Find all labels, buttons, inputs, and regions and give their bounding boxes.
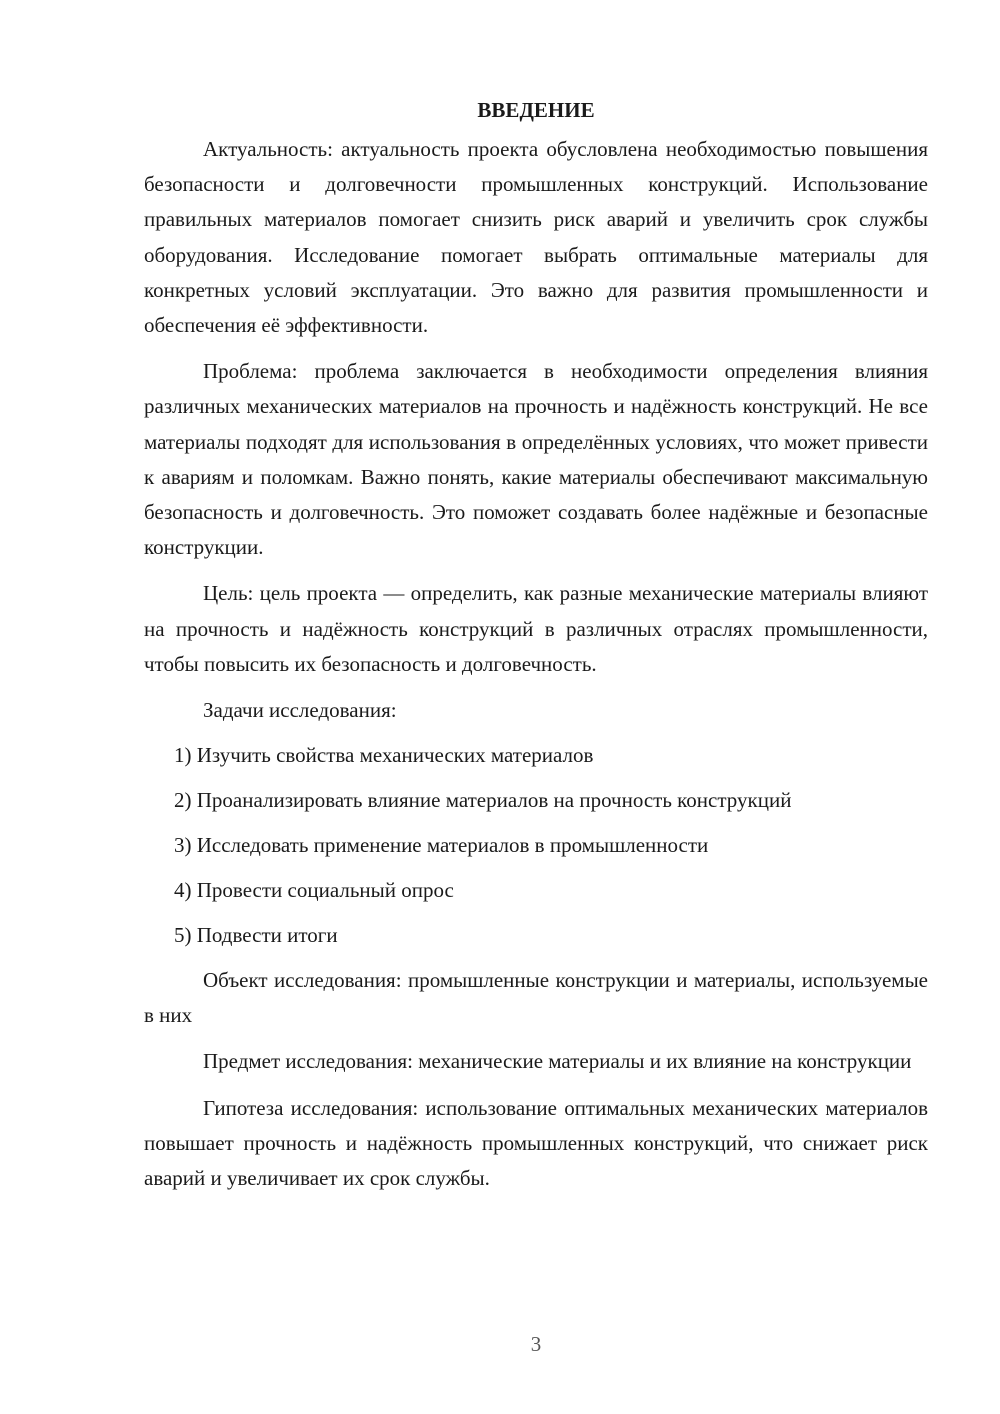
problem-paragraph: Проблема: проблема заключается в необходимости определения влияния различных механических материалов на прочность и надёжность конструкций. Не все материалы подходят для использования в определённых условиях, что может привести к авариям и поломкам. Важно понять, какие материалы обеспечивают максимальную безопасность и долговечность. Это поможет создавать более надёжные и безопасные конструкции. (144, 359, 928, 560)
goal-paragraph: Цель: цель проекта — определить, как разные механические материалы влияют на прочность и надёжность конструкций в различных отраслях промышленности, чтобы повысить их безопасность и долговечность. (144, 581, 928, 676)
relevance-paragraph: Актуальность: актуальность проекта обусловлена необходимостью повышения безопасности и долговечности промышленных конструкций. Использование правильных материалов помогает снизить риск аварий и увеличить срок службы оборудования. Исследование помогает выбрать оптимальные материалы для конкретных условий эксплуатации. Это важно для развития промышленности и обеспечения её эффективности. (144, 137, 928, 338)
task-item: 1) Изучить свойства механических материалов (174, 743, 594, 768)
task-item: 3) Исследовать применение материалов в промышленности (174, 833, 709, 858)
section-title: ВВЕДЕНИЕ (477, 98, 595, 122)
tasks-heading: Задачи исследования: (203, 698, 397, 723)
page-number: 3 (530, 1332, 542, 1356)
document-page (144, 92, 928, 1207)
task-item: 4) Провести социальный опрос (174, 878, 454, 903)
object-paragraph: Объект исследования: промышленные конструкции и материалы, используемые в них (144, 968, 928, 1028)
task-item: 2) Проанализировать влияние материалов на прочность конструкций (174, 788, 792, 813)
task-item: 5) Подвести итоги (174, 923, 338, 948)
subject-paragraph: Предмет исследования: механические материалы и их влияние на конструкции (203, 1049, 912, 1074)
hypothesis-paragraph: Гипотеза исследования: использование оптимальных механических материалов повышает прочность и надёжность промышленных конструкций, что снижает риск аварий и увеличивает их срок службы. (144, 1095, 928, 1191)
